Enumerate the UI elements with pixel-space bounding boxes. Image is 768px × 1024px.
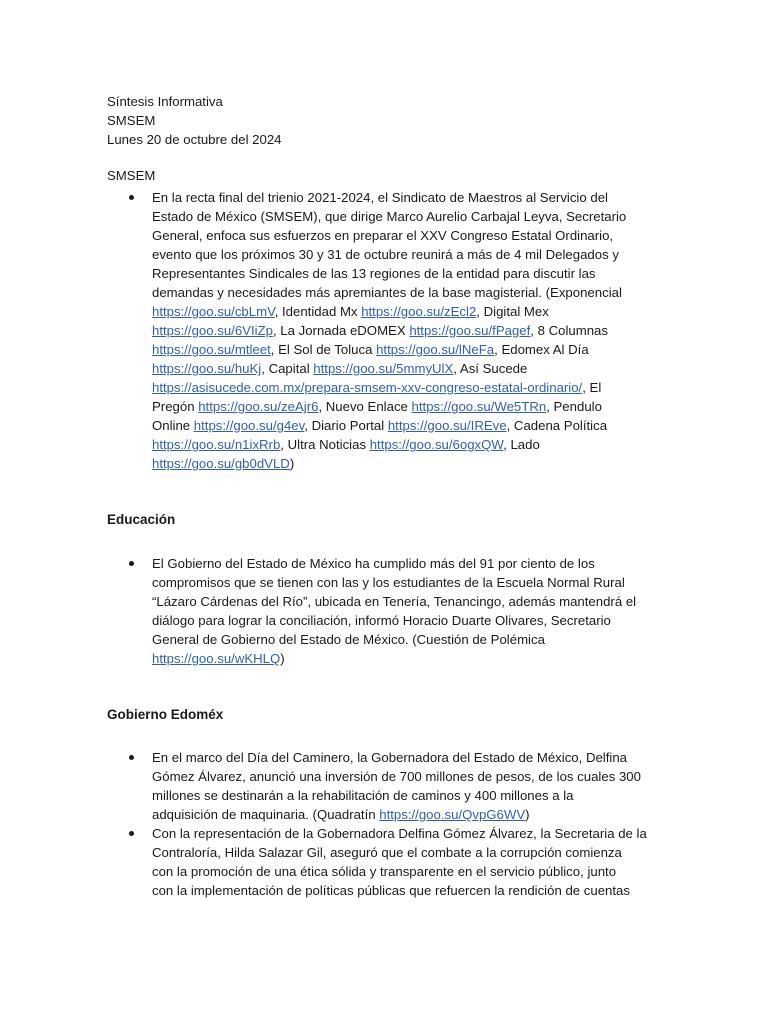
source-text: , 8 Columnas <box>530 323 608 338</box>
bullet-text-line <box>152 649 664 668</box>
source-link[interactable]: https://goo.su/zeAjr6 <box>198 399 319 414</box>
bullet-text-line <box>152 435 664 454</box>
bullet-text-line: Estado de México (SMSEM), que dirige Marco Aurelio Carbajal Leyva, Secretario <box>152 209 627 224</box>
bullet-text-line: con la implementación de políticas públicas que refuercen la rendición de cuentas <box>152 883 630 898</box>
smsem-section-label: SMSEM <box>107 168 156 183</box>
source-link[interactable]: https://goo.su/QvpG6WV <box>379 807 526 822</box>
source-link[interactable]: https://goo.su/5mmyUlX <box>313 361 454 376</box>
source-text: Pregón <box>152 399 199 414</box>
bullet-text-line: Gómez Álvarez, anunció una inversión de 700 millones de pesos, de los cuales 300 <box>152 769 641 784</box>
gobierno-bullet-2 <box>152 824 664 900</box>
source-text: , Nuevo Enlace <box>318 399 412 414</box>
bullet-text-line: Contraloría, Hilda Salazar Gil, aseguró que el combate a la corrupción comienza <box>152 845 622 860</box>
document-title: Síntesis Informativa <box>107 94 223 109</box>
bullet-text-line: General de Gobierno del Estado de México. (Cuestión de Polémica <box>152 632 545 647</box>
source-text: , Capital <box>261 361 314 376</box>
document-header <box>107 92 667 149</box>
bullet-text-line: evento que los próximos 30 y 31 de octubre reunirá a más de 4 mil Delegados y <box>152 247 619 262</box>
bullet-text-line: millones se destinarán a la rehabilitación de caminos y 400 millones a la <box>152 788 574 803</box>
bullet-text-line: En el marco del Día del Caminero, la Gobernadora del Estado de México, Delfina <box>152 750 628 765</box>
source-link[interactable]: https://goo.su/n1ixRrb <box>152 437 281 452</box>
section-heading-educacion: Educación <box>107 512 176 527</box>
document-org: SMSEM <box>107 113 156 128</box>
bullet-dot <box>129 195 134 200</box>
source-link[interactable]: https://goo.su/We5TRn <box>411 399 547 414</box>
bullet-text-line <box>152 302 664 321</box>
source-text: , La Jornada eDOMEX <box>272 323 410 338</box>
source-text: , El Sol de Toluca <box>270 342 377 357</box>
bullet-text-line: Representantes Sindicales de las 13 regiones de la entidad para discutir las <box>152 266 596 281</box>
source-link[interactable]: https://goo.su/lNeFa <box>376 342 495 357</box>
source-text: , Pendulo <box>546 399 602 414</box>
bullet-text-line <box>152 416 664 435</box>
bullet-text-line: El Gobierno del Estado de México ha cumplido más del 91 por ciento de los <box>152 556 595 571</box>
source-link[interactable]: https://goo.su/IREve <box>387 418 507 433</box>
source-text: , El <box>582 380 602 395</box>
source-link[interactable]: https://goo.su/wKHLQ <box>152 651 281 666</box>
smsem-bullet <box>152 188 664 473</box>
bullet-text-line <box>152 805 664 824</box>
bullet-text-line: diálogo para lograr la conciliación, informó Horacio Duarte Olivares, Secretario <box>152 613 611 628</box>
source-text: , Lado <box>503 437 540 452</box>
source-text: ) <box>289 456 295 471</box>
bullet-text-line: con la promoción de una ética sólida y transparente en el servicio público, junto <box>152 864 617 879</box>
document-date: Lunes 20 de octubre del 2024 <box>107 132 282 147</box>
source-text: , Ultra Noticias <box>280 437 370 452</box>
source-link[interactable]: https://goo.su/6ogxQW <box>369 437 504 452</box>
source-text: adquisición de maquinaria. (Quadratín <box>152 807 380 822</box>
bullet-text-line <box>152 340 664 359</box>
bullet-dot <box>129 561 134 566</box>
bullet-dot <box>129 831 134 836</box>
bullet-text-line: En la recta final del trienio 2021-2024, el Sindicato de Maestros al Servicio del <box>152 190 608 205</box>
source-text: , Digital Mex <box>476 304 549 319</box>
source-text: ) <box>525 807 530 822</box>
source-link[interactable]: https://goo.su/fPagef <box>409 323 531 338</box>
bullet-dot <box>129 755 134 760</box>
bullet-text-line: demandas y necesidades más apremiantes de la base magisterial. (Exponencial <box>152 285 622 300</box>
bullet-text-line <box>152 359 664 378</box>
bullet-text-line: compromisos que se tienen con las y los estudiantes de la Escuela Normal Rural <box>152 575 625 590</box>
source-text: ) <box>280 651 285 666</box>
source-link[interactable]: https://goo.su/huKj <box>152 361 262 376</box>
source-link[interactable]: https://goo.su/gb0dVLD <box>152 456 290 471</box>
section-heading-gobierno: Gobierno Edoméx <box>107 707 224 722</box>
bullet-text-line <box>152 378 664 397</box>
source-text: , Así Sucede <box>453 361 528 376</box>
source-text: , Identidad Mx <box>274 304 362 319</box>
source-text: , Cadena Política <box>506 418 608 433</box>
bullet-text-line <box>152 321 664 340</box>
source-text: , Edomex Al Día <box>494 342 589 357</box>
bullet-text-line: Con la representación de la Gobernadora Delfina Gómez Álvarez, la Secretaria de la <box>152 826 647 841</box>
bullet-text-line: “Lázaro Cárdenas del Río”, ubicada en Tenería, Tenancingo, además mantendrá el <box>152 594 637 609</box>
bullet-text-line: General, enfoca sus esfuerzos en preparar el XXV Congreso Estatal Ordinario, <box>152 228 614 243</box>
source-link[interactable]: https://goo.su/g4ev <box>193 418 305 433</box>
bullet-text-line <box>152 454 664 473</box>
bullet-text-line <box>152 397 664 416</box>
source-link[interactable]: https://asisucede.com.mx/prepara-smsem-xxv-congreso-estatal-ordinario/ <box>152 380 583 395</box>
source-link[interactable]: https://goo.su/6VIiZp <box>152 323 273 338</box>
source-text: , Diario Portal <box>304 418 388 433</box>
source-link[interactable]: https://goo.su/zEcl2 <box>361 304 477 319</box>
educacion-bullet <box>152 554 664 668</box>
source-text: Online <box>152 418 194 433</box>
source-link[interactable]: https://goo.su/mtleet <box>152 342 271 357</box>
source-link[interactable]: https://goo.su/cbLmV <box>152 304 275 319</box>
gobierno-bullet-1 <box>152 748 664 824</box>
